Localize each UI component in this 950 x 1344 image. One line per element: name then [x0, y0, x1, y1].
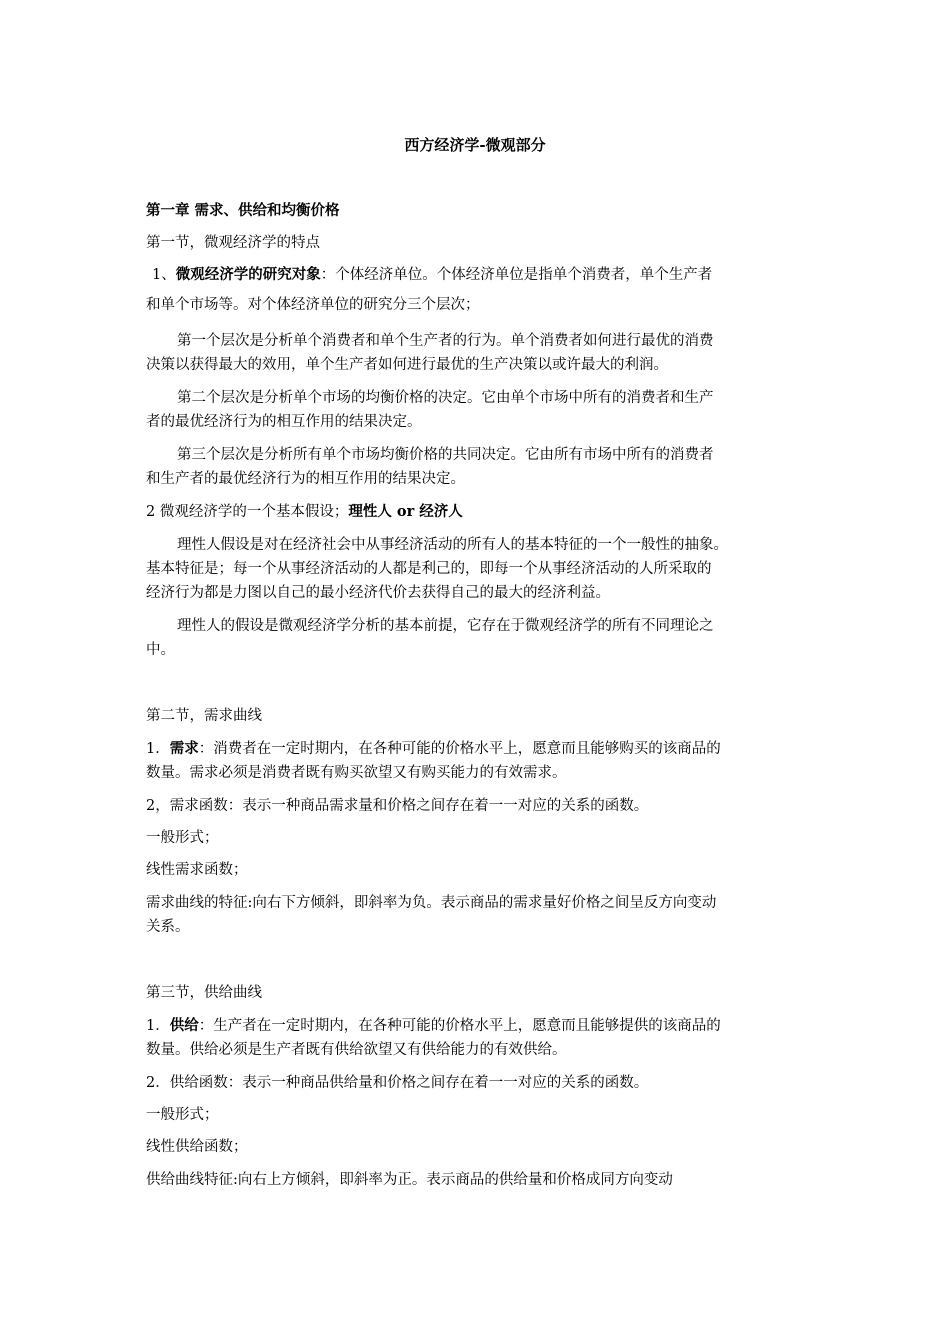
bold-term: 理性人 or 经济人	[348, 503, 463, 520]
paragraph-line: 理性人假设是对在经济社会中从事经济活动的所有人的基本特征的一个一般性的抽象。	[177, 537, 728, 553]
paragraph-line	[152, 266, 712, 284]
paragraph-line: 决策以获得最大的效用，单个生产者如何进行最优的生产决策以或许最大的利润。	[146, 357, 668, 373]
paragraph-line: 理性人的假设是微观经济学分析的基本前提，它存在于微观经济学的所有不同理论之	[177, 618, 714, 634]
paragraph-line: 基本特征是；每一个从事经济活动的人都是利己的，即每一个从事经济活动的人所采取的	[146, 561, 712, 577]
paragraph-line: 者的最优经济行为的相互作用的结果决定。	[146, 414, 422, 430]
paragraph-line: 第三个层次是分析所有单个市场均衡价格的共同决定。它由所有市场中所有的消费者	[177, 447, 714, 463]
document-title: 西方经济学-微观部分	[404, 136, 546, 154]
bold-term: 供给	[169, 1017, 199, 1034]
paragraph-line: 2，需求函数：表示一种商品需求量和价格之间存在着一一对应的关系的函数。	[146, 798, 649, 814]
line-text: ：个体经济单位。个体经济单位是指单个消费者，单个生产者	[320, 267, 713, 283]
paragraph-line: 中。	[146, 642, 175, 658]
section-heading: 第三节，供给曲线	[146, 985, 262, 1001]
line-text: 2 微观经济学的一个基本假设；	[146, 504, 349, 520]
item-number: 1、	[152, 267, 176, 283]
paragraph-line: 供给曲线特征:向右上方倾斜，即斜率为正。表示商品的供给量和价格成同方向变动	[146, 1172, 673, 1188]
item-number: 1．	[146, 1018, 170, 1034]
paragraph-line: 第一个层次是分析单个消费者和单个生产者的行为。单个消费者如何进行最优的消费	[177, 333, 714, 349]
line-text: ：生产者在一定时期内，在各种可能的价格水平上，愿意而且能够提供的该商品的	[198, 1018, 721, 1034]
paragraph-line: 一般形式；	[146, 830, 219, 846]
paragraph-line: 和单个市场等。对个体经济单位的研究分三个层次；	[146, 297, 480, 313]
paragraph-line: 数量。供给必须是生产者既有供给欲望又有供给能力的有效供给。	[146, 1042, 567, 1058]
paragraph-line	[146, 503, 463, 521]
section-heading: 第二节，需求曲线	[146, 708, 262, 724]
paragraph-line: 经济行为都是力图以自己的最小经济代价去获得自己的最大的经济利益。	[146, 585, 610, 601]
paragraph-line	[146, 740, 721, 758]
paragraph-line	[146, 1017, 721, 1035]
paragraph-line: 关系。	[146, 919, 190, 935]
section-heading: 第一节，微观经济学的特点	[146, 235, 320, 251]
bold-term: 需求	[169, 740, 199, 757]
paragraph-line: 2．供给函数：表示一种商品供给量和价格之间存在着一一对应的关系的函数。	[146, 1075, 649, 1091]
paragraph-line: 线性供给函数；	[146, 1139, 248, 1155]
paragraph-line: 一般形式；	[146, 1107, 219, 1123]
paragraph-line: 线性需求函数；	[146, 862, 248, 878]
bold-term: 微观经济学的研究对象	[175, 266, 321, 283]
paragraph-line: 数量。需求必须是消费者既有购买欲望又有购买能力的有效需求。	[146, 765, 567, 781]
chapter-heading: 第一章 需求、供给和均衡价格	[146, 202, 340, 219]
paragraph-line: 第二个层次是分析单个市场的均衡价格的决定。它由单个市场中所有的消费者和生产	[177, 390, 714, 406]
paragraph-line: 和生产者的最优经济行为的相互作用的结果决定。	[146, 471, 465, 487]
item-number: 1．	[146, 741, 170, 757]
line-text: ：消费者在一定时期内，在各种可能的价格水平上，愿意而且能够购买的该商品的	[198, 741, 721, 757]
paragraph-line: 需求曲线的特征:向右下方倾斜，即斜率为负。表示商品的需求量好价格之间呈反方向变动	[146, 895, 717, 911]
